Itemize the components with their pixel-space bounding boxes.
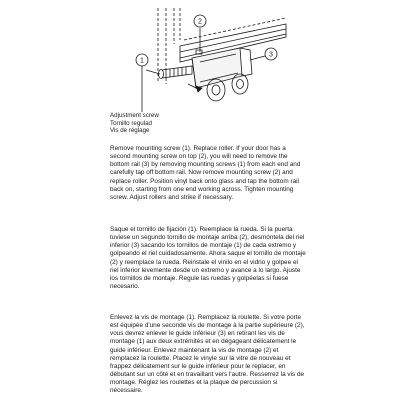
label-french: Vis de réglage [110,127,150,135]
instructions-spanish [110,226,308,291]
callout-3: 3 [269,51,273,59]
instructions-english [110,145,308,202]
roller-assembly-diagram [100,4,290,116]
callout-2: 2 [198,18,202,26]
instructions-french [110,314,308,396]
paragraph-english: Remove mounting screw (1). Replace roller. If your door has a second mounting screw on top (2), you will need to remove the bottom rail (3) by removing mounting screws (1) from each end and carefully tap off bottom rail. Now remove mounting screw (2) and replace roller. Position vinyl back onto glass and tap the bottom rail back on, starting from one end working across. Tighten mounting screw. Adjust rollers and strike if necessary. [110,145,301,201]
callout-1: 1 [140,57,144,65]
label-english: Adjustment screw [110,112,159,119]
paragraph-spanish: Saque el tornillo de fijación (1). Reemplace la rueda. Si la puerta tuviese un segundo tornillo de montaje arriba (2), desmóntela del riel inferior (3) sacando los tornillos de montaje (1) de cada extremo y golpeando el riel cuidadosamente. Ahora saque el tornillo de montaje (2) y reemplace la rueda. Reinstale el vinilo en el vidrio y golpee el riel inferior levemente desde un extremo y avance a lo largo. Ajuste los tornillos de montaje. Regule las ruedas y golpéelas si fuese necesario. [110,226,306,291]
paragraph-french: Enlevez la vis de montage (1). Remplacez la roulette. Si votre porte est équipée d'une seconde vis de montage à la partie supérieure (2), vous devrez enlever le guide inférieur (3) en retirant les vis de montage (1) aux deux extrémités et en dégageant délicatement le guide inférieur. Enlevez maintenant la vis de montage (2) et remplacez la roulette. Placez le vinyle sur la vitre de nouveau et frappez délicatement sur le guide inférieur pour le replacer, en débutant sur un côté et en travaillant vers l'autre. Resserrez la vis de montage. Réglez les roulettes et la plaque de percussion si nécessaire. [110,314,305,395]
adjustment-screw-label [110,112,230,135]
label-spanish: Tornillo regulad [110,119,152,127]
